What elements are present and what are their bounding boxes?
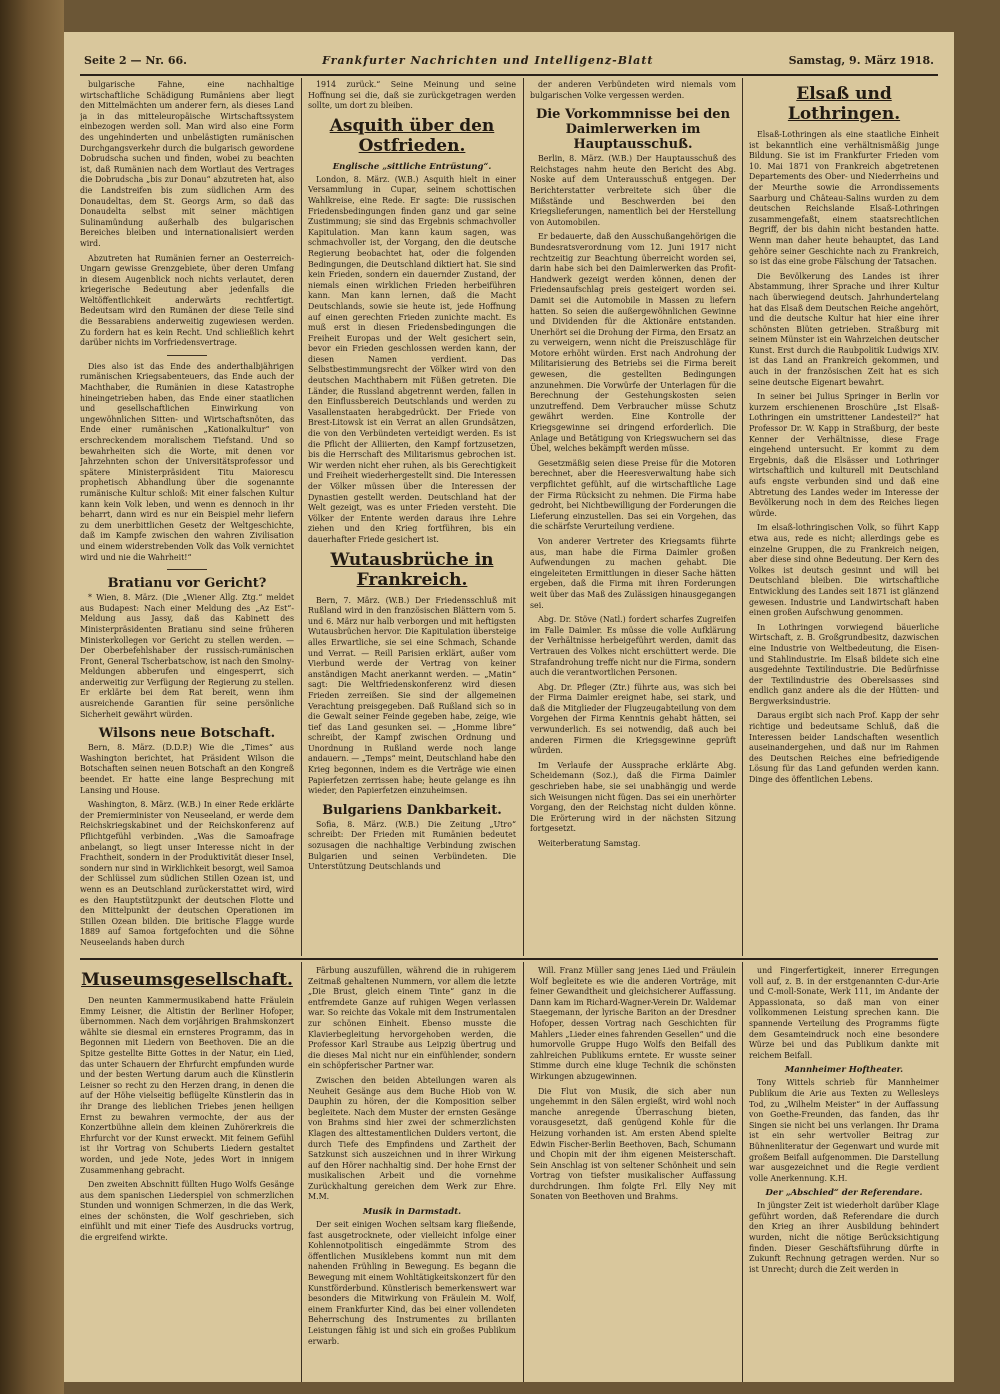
- article-paragraph: Die Bevölkerung des Landes ist ihrer Abstammung, ihrer Sprache und ihrer Kultur nach überwiegend deutsch. Jahrhundertelang hat das Elsaß dem Deutschen Reiche angehört, und die deutsche Kultur hat hier eine ihrer schönsten Blüten getrieben. Straßburg mit seinem Münster ist ein Wahrzeichen deutscher Kunst. Erst durch die Raubpolitik Ludwigs XIV. ist das Land an Frankreich gekommen, und auch in der französischen Zeit hat es sich seine deutsche Eigenart bewahrt.: [749, 271, 939, 387]
- article-paragraph: Berlin, 8. März. (W.B.) Der Hauptausschuß des Reichstages nahm heute den Bericht des Abg. Noske auf dem Unterausschuß entgegen. Der Berichterstatter verbreitete sich über die Mißstände und Beschwerden bei den Kriegslieferungen, namentlich bei der Herstellung von Automobilen.: [530, 154, 736, 227]
- separator: [167, 355, 207, 356]
- article-paragraph: In jüngster Zeit ist wiederholt darüber Klage geführt worden, daß Referendare die durch den Krieg an ihrer Ausbildung behindert wurden, nicht die nötige Berücksichtigung finden. Dieser Geschäftsführung dürfte in Zukunft Rechnung getragen werden. Nur so ist Unrecht; durch die Zeit werden in: [749, 1201, 939, 1274]
- article-paragraph: Washington, 8. März. (W.B.) In einer Rede erklärte der Premierminister von Neuseeland, er werde dem Reichskriegskabinet und der Reichskonferenz auf Pflichtgefühl verbinden. „Was die Samoafrage anbelangt, so liegt unser Interesse nicht in der Frachtheit, sondern in der Produktivität dieser Insel, sondern nur sind in Wirklichkeit besorgt, weil Samoa der Schlüssel zum südlichen Stillen Ozean ist, und wenn es an Deutschland zurückerstattet wird, wird es den Hauptstützpunkt der deutschen Flotte und den Mittelpunkt der deutschen Operationen im Stillen Ozean bilden. Die britische Flagge wurde 1889 auf Samoa fortgefochten und die Söhne Neuseelands haben durch: [80, 800, 294, 947]
- feuilleton-column-1: [80, 966, 294, 1378]
- headline-asquith: Asquith über den Ostfrieden.: [329, 115, 495, 156]
- article-paragraph: und Fingerfertigkeit, innerer Erregungen voll auf, z. B. in der erstgenannten C-dur-Arie und C-moll-Sonate, Werk 111, im Andante der Appassionata, so daß man von einer vollkommenen Leistung sprechen kann. Die spannende Verteilung des Programms fügte dem Gesamteindruck noch eine besondere Würze bei und das Publikum dankte mit reichem Beifall.: [749, 966, 939, 1060]
- article-paragraph: Den neunten Kammermusikabend hatte Fräulein Emmy Leisner, die Altistin der Berliner Hofoper, übernommen. Nach dem vorjährigen Brahmskonzert wählte sie diesmal ein ernsteres Programm, das in Begonnen mit Liedern von Beethoven. Die an die Spitze gestellte Bitte Gottes in der Natur, ein Lied, das unter Schauern der Ehrfurcht empfunden wurde und der besten Wertung darum auch die Künstlerin Leisner so recht zu den Herzen drang, in denen die auf der Höhe vielseitig beflügelte Künstlerin das in ihr Drange des lieblichen Triebes jenen heiligen Ernst zu bewahren vermochte, der aus der Konzertbühne allein dem kleinen Zuhörerkreis die Ehrfurcht vor der Kunst erweckt. Mit feinem Gefühl ist ihr Vortrag von Schuberts Liedern gestaltet worden, und jede Note, jedes Wort in innigem Zusammenhang gebracht.: [80, 996, 294, 1175]
- article-paragraph: In seiner bei Julius Springer in Berlin vor kurzem erschienenen Broschüre „Ist Elsaß-Lothringen ein umstrittener Landesteil?“ hat Professor Dr. W. Kapp in Straßburg, der beste Kenner der Verhältnisse, diese Frage eingehend untersucht. Er kommt zu dem Ergebnis, daß die Elsässer und Lothringer wirtschaftlich und kulturell mit Deutschland aufs engste verbunden sind und daß eine Abtretung des Landes weder im Interesse der Bevölkerung noch in dem des Reiches liegen würde.: [749, 392, 939, 518]
- article-paragraph: Im Verlaufe der Aussprache erklärte Abg. Scheidemann (Soz.), daß die Firma Daimler geschrieben habe, sie sei unabhängig und werde sich Weisungen nicht fügen. Das sei ein unerhörter Vorgang, den der Reichstag nicht dulden könne. Die Erörterung wird in der nächsten Sitzung fortgesetzt.: [530, 760, 736, 834]
- column-divider: [301, 78, 302, 956]
- section-rule: [80, 958, 938, 960]
- article-paragraph: Elsaß-Lothringen als eine staatliche Einheit ist bekanntlich eine verhältnismäßig junge Bildung. Sie ist im Frankfurter Frieden vom 10. Mai 1871 von Frankreich abgetretenen Departements des Ober- und Niederrheins und der Meurthe sowie die Arrondissements Saarburg und Château-Salins wurden zu dem deutschen Reichslande Elsaß-Lothringen zusammengefaßt, einem staatsrechtlichen Begriff, der bis dahin nicht bestanden hatte. Wenn man daher heute behauptet, das Land gehöre seiner Geschichte nach zu Frankreich, so ist das eine grobe Fälschung der Tatsachen.: [749, 130, 939, 267]
- article-paragraph: 1914 zurück.“ Seine Meinung und seine Hoffnung sei die, daß sie zurückgetragen werden sollte, um dort zu bleiben.: [308, 80, 516, 111]
- headline-elsass: Elsaß und Lothringen.: [787, 84, 901, 124]
- article-paragraph: Sofia, 8. März. (W.B.) Die Zeitung „Utro“ schreibt: Der Frieden mit Rumänien bedeutet sozusagen die nachhaltige Verbindung zwischen Bulgarien und seinen Verbündeten. Die Unterstützung Deutschlands und: [308, 819, 516, 872]
- page-header: [84, 50, 934, 70]
- article-paragraph: Färbung auszufüllen, während die in ruhigerem Zeitmaß gehaltenen Nummern, vor allem die letzte „Die Brust, gleich einem Tinte“ ganz in die entfremdete Ganze auf ruhigen Wegen verlassen war. So reichte das Vokale mit dem Instrumentalen zur schönen Einheit. Ebenso musste die Klavierbegleitung hervorgehoben werden, die Professor Karl Straube aus Leipzig übertrug und die dieses Mal nicht nur ein einfühlender, sondern ein schöpferischer Partner war.: [308, 966, 516, 1071]
- headline-museumsgesellschaft: Museumsgesellschaft.: [81, 970, 293, 990]
- article-paragraph: Im elsaß-lothringischen Volk, so führt Kapp etwa aus, rede es nicht; allerdings gebe es einzelne Gruppen, die zu Frankreich neigen, aber diese sind ohne Bedeutung. Der Kern des Volkes ist deutsch gesinnt und will bei Deutschland bleiben. Die wirtschaftliche Entwicklung des Landes seit 1871 ist glänzend gewesen. Industrie und Landwirtschaft haben einen großen Aufschwung genommen.: [749, 523, 939, 618]
- page-number: Seite 2 — Nr. 66.: [84, 53, 187, 67]
- article-paragraph: Abg. Dr. Pfleger (Ztr.) führte aus, was sich bei der Firma Daimler ereignet habe, sei stark, und daß die Mitglieder der Flugzeugabteilung von dem Vorgehen der Firma Kenntnis gehabt hätten, sei verwunderlich. Es sei notwendig, daß auch bei anderen Firmen die Kriegsgewinne geprüft würden.: [530, 682, 736, 756]
- separator: [167, 569, 207, 570]
- article-paragraph: In Lothringen vorwiegend bäuerliche Wirtschaft, z. B. Großgrundbesitz, dazwischen eine Industrie von Weltbedeutung, die Eisen- und Stahlindustrie. Im Elsaß bildete sich eine ausgedehnte Textilindustrie. Die Bedürfnisse der Textilindustrie des Oberelsasses sind endlich ganz andere als die der Hütten- und Bergwerksindustrie.: [749, 622, 939, 706]
- article-paragraph: bulgarische Fahne, eine nachhaltige wirtschaftliche Schädigung Rumäniens aber liegt den Mittelmächten um anderer fern, als dieses Land ja in das mitteleuropäische Wirtschaftssystem einbezogen werden soll. Man wird also eine Form des ungehinderten und unbelästigten rumänischen Durchgangsverkehr durch die bulgarisch gewordene Dobrudscha suchen und finden, wobei zu beachten ist, daß Rumänien nach dem Wortlaut des Vertrages die Dobrudscha „bis zur Donau“ abzutreten hat, also die Landstreifen bis zum südlichen Arm des Donaudeltas, dem St. Georgs Arm, so daß das Donaudelta selbst mit seiner mächtigen Sulinamündung außerhalb des bulgarischen Bereiches bleiben und internationalisiert werden wird.: [80, 80, 294, 248]
- headline-bulgarien: Bulgariens Dankbarkeit.: [322, 802, 502, 818]
- issue-date: Samstag, 9. März 1918.: [788, 53, 934, 67]
- column-1: [80, 80, 294, 954]
- headline-daimler: Die Vorkommnisse bei den Daimlerwerken im Hauptausschuß.: [535, 107, 731, 153]
- headline-wilson: Wilsons neue Botschaft.: [98, 726, 276, 742]
- article-paragraph: Bern, 8. März. (D.D.P.) Wie die „Times“ aus Washington berichtet, hat Präsident Wilson die Botschaften seinen neuen Botschaft an den Kongreß beendet. Er hatte eine lange Besprechung mit Lansing und House.: [80, 743, 294, 795]
- article-paragraph: Abzutreten hat Rumänien ferner an Oesterreich-Ungarn gewisse Grenzgebiete, über deren Umfang in diesem Augenblick noch nichts verlautet, deren kriegerische Bedeutung aber jedenfalls die Weltöffentlichkeit anderwärts rechtfertigt. Bedeutsam wird den Rumänen der diese Teile sind die Bessarabiens anderweitig zugewiesen werden. Zu fordern hat es kein Recht. Und schließlich kehrt darüber nichts im Vorfriedensvertrage.: [80, 253, 294, 348]
- column-3: [530, 80, 736, 954]
- header-rule: [80, 74, 938, 76]
- article-paragraph: Tony Wittels schrieb für Mannheimer Publikum die Arie aus Texten zu Wellesleys Tod, zu „Wilhelm Meister“ in der Auffassung von Goethe-Freunden, das fanden, das ihr Singen sie nicht bei uns verlangen. Ihr Drama ist ein sehr wertvoller Beitrag zur Bühnenliteratur der Gegenwart und wurde mit großem Beifall aufgenommen. Die Darstellung war ausgezeichnet und die Regie verdient volle Anerkennung. K.H.: [749, 1078, 939, 1183]
- article-paragraph: Zwischen den beiden Abteilungen waren als Neuheit Gesänge aus dem Buche Hiob von W. Dauphin zu hören, der die Komposition selber begleitete. Nach dem Muster der ernsten Gesänge von Brahms sind hier zwei der schmerzlichsten Klagen des alttestamentlichen Dulders vertont, die durch Tiefe des Empfindens und Zartheit der Satzkunst sich auszeichnen und in ihrer Wirkung auf den Hörer nachhaltig sind. Der hohe Ernst der musikalischen Arbeit und die vornehme Zurückhaltung gereichen dem Werk zur Ehre. M.M.: [308, 1075, 516, 1202]
- article-paragraph: Weiterberatung Samstag.: [538, 839, 641, 848]
- subheadline-darmstadt: Musik in Darmstadt.: [362, 1207, 462, 1218]
- column-divider: [523, 78, 524, 956]
- article-paragraph: Dies also ist das Ende des anderthalbjährigen rumänischen Kriegsabenteuers, das Ende auch der Machthaber, die Rumänien in diese Katastrophe hineingetrieben haben, das Ende einer staatlichen und gesellschaftlichen Einwirkung von ungewöhnlichen Sitten- und Wirtschaftsnöten, das Ende einer rumänischen „Kationalkultur“ von erschreckendem moralischem Tiefstand. Und so bewahrheiten sich die Worte, mit denen vor Jahrzehnten schon der Universitätsprofessor und spätere Ministerpräsident Titu Maiorescu prophetisch Abhandlung über die sogenannte rumänische Kultur schloß: Mit einer falschen Kultur kann kein Volk leben, und wenn es dennoch in ihr beharrt, dann wird es nur ein Beispiel mehr liefern zu dem unerbittlichen Gesetz der Weltgeschichte, daß im Kampfe zwischen den wahren Zivilisation und einem widerstrebenden Volk das Volk vernichtet wird und nie die Wahrheit!“: [80, 361, 294, 562]
- article-paragraph: Der seit einigen Wochen seltsam karg fließende, fast ausgetrocknete, oder vielleicht infolge einer Kohlennotpolitisch eingedämmte Strom des öffentlichen Musiklebens kommt nun mit dem nahenden Frühling in Bewegung. Es begann die Bewegung mit einem Wohltätigkeitskonzert für den Kunstförderbund. Künstlerisch bemerkenswert war besonders die Mitwirkung von Fräulein M. Wolf, einem Frankfurter Kind, das bei einer vollendeten Beherrschung des Instrumentes zu brillanten Leistungen fähig ist und sich ein großes Publikum erwarb.: [308, 1220, 516, 1346]
- article-paragraph: der anderen Verbündeten wird niemals vom bulgarischen Volke vergessen werden.: [530, 80, 736, 100]
- article-paragraph: London, 8. März. (W.B.) Asquith hielt in einer Versammlung in Cupar, seinem schottischen Wahlkreise, eine Rede. Er sagte: Die russischen Friedensbedingungen finden ganz und gar seine Zustimmung; sie sind das Ergebnis schmachvoller Kapitulation. Man kann kaum sagen, was schmachvoller ist, der Vorgang, den die deutsche Regierung beobachtet hat, oder die folgenden Bedingungen, die Deutschland diktiert hat. Sie sind kein Frieden, sondern ein dauernder Zustand, der niemals einen wirklichen Frieden herbeiführen kann. Man kann lernen, daß die Macht Deutschlands, sowie sie heute ist, jede Hoffnung auf einen gerechten Frieden zunichte macht. Es muß erst in diesen Friedensbedingungen die Freiheit Europas und der Welt gesichert sein, bevor ein Frieden geschlossen werden kann, der diesen Namen verdient. Das Selbstbestimmungsrecht der Völker wird von den deutschen Machthabern mit Füßen getreten. Die Länder, die Russland abgetrennt werden, fallen in den Einflussbereich Deutschlands und werden zu Vasallenstaaten herabgedrückt. Der Friede von Brest-Litowsk ist ein Verrat an allen Grundsätzen, die von den Verbündeten verteidigt werden. Es ist die Pflicht der Alliierten, den Kampf fortzusetzen, bis die Herrschaft des Militarismus gebrochen ist. Wir werden nicht eher ruhen, als bis Gerechtigkeit und Freiheit wiederhergestellt sind. Die Interessen der Völker müssen über die Interessen der Dynastien gestellt werden. Deutschland hat der Welt gezeigt, was es unter Frieden versteht. Die Völker der Entente werden daraus ihre Lehre ziehen und den Krieg fortführen, bis ein dauerhafter Friede gesichert ist.: [308, 174, 516, 544]
- feuilleton-column-2: [308, 966, 516, 1378]
- subheadline: Englische „sittliche Entrüstung“.: [332, 161, 492, 172]
- feuilleton-column-4: [749, 966, 939, 1378]
- article-paragraph: Abg. Dr. Stöve (Natl.) fordert scharfes Zugreifen im Falle Daimler. Es müsse die volle Aufklärung der Verhältnisse herbeigeführt werden, damit das Vertrauen des Volkes nicht erschüttert werde. Die Strafandrohung treffe nicht nur die Firma, sondern auch die verantwortlichen Personen.: [530, 615, 736, 678]
- column-divider: [301, 962, 302, 1382]
- headline-wutausbrueche: Wutausbrüche in Frankreich.: [330, 549, 494, 590]
- article-paragraph: Die Flut von Musik, die sich aber nun ungehemmt in den Sälen ergießt, wird wohl noch manche anregende Überraschung bieten, vorausgesetzt, daß genügend Kohle für die Heizung vorhanden ist. Am ersten Abend spielte Edwin Fischer-Berlin Beethoven, Bach, Schumann und Chopin mit der ihm eigenen Meisterschaft. Sein Anschlag ist von seltener Schönheit und sein Vortrag von tiefster musikalischer Auffassung durchdrungen. Ihm folgte Frl. Elly Ney mit Sonaten von Beethoven und Brahms.: [530, 1086, 736, 1202]
- article-paragraph: Von anderer Vertreter des Kriegsamts führte aus, man habe die Firma Daimler großen Aufwendungen zu machen gehabt. Die eingeleiteten Ermittlungen in dieser Sache hätten ergeben, daß die Firma mit ihren Forderungen weit über das Maß des Zulässigen hinausgegangen sei.: [530, 536, 736, 610]
- article-paragraph: Bern, 7. März. (W.B.) Der Friedensschluß mit Rußland wird in den französischen Blättern vom 5. und 6. März nur halb verborgen und mit heftigsten Wutausbrüchen hervor. Die Kapitulation übersteige alles Erwartliche, sie sei eine Schmach, Schande und Verrat. — Reill Parisien erklärt, außer vom Vierbund werde der Vertrag von keiner anständigen Macht anerkannt werden. — „Matin“ sagt: Die Weltfriedenskonferenz wird diesen Frieden zerreißen. Sie sind der allgemeinen Verachtung preisgegeben. Daß Rußland sich so in die Gewalt seiner Feinde gegeben habe, zeige, wie tief das Land gesunken sei. — „Homme libre“ schreibt, der Kampf zwischen Ordnung und Unordnung in Rußland werde noch lange andauern. — „Temps“ meint, Deutschland habe den Krieg begonnen, indem es die Verträge wie einen Papierfetzen zerrissen habe; heute gelange es ihn wieder, den Papierfetzen einzuheimsen.: [308, 595, 516, 796]
- masthead: Frankfurter Nachrichten und Intelligenz-Blatt: [322, 53, 654, 67]
- article-paragraph: Gesetzmäßig seien diese Preise für die Motoren berechnet, aber die Heeresverwaltung habe sich verpflichtet gefühlt, auf die wirtschaftliche Lage der Firma Rücksicht zu nehmen. Die Firma habe gedroht, bei Nichtbewilligung der Forderungen die Lieferung einzustellen. Das sei ein Vorgehen, das die schärfste Verurteilung verdiene.: [530, 458, 736, 532]
- article-paragraph: Daraus ergibt sich nach Prof. Kapp der sehr richtige und bedeutsame Schluß, daß die Interessen beider Landschaften wesentlich auseinandergehen, und daß nur im Rahmen des Deutschen Reiches eine befriedigende Lösung für das Land gefunden werden kann. Dinge des öffentlichen Lebens.: [749, 711, 939, 785]
- subheadline-mannheim: Mannheimer Hoftheater.: [784, 1065, 904, 1076]
- article-paragraph: Er bedauerte, daß den Ausschußangehörigen die Bundesratsverordnung vom 12. Juni 1917 nicht rechtzeitig zur Beachtung überreicht worden sei, darin habe sich bei den Daimlerwerken das Profit-Handwerk gezeigt werden können, denen der Friedensaufschlag preis gesteigert worden sei. Damit sei die Automobile in Massen zu liefern hatten. So seien die außergewöhnlichen Gewinne und Dividenden für die Aktionäre entstanden. Unerhört sei die Drohung der Firma, den Ersatz an zu verweigern, wenn nicht die Preiszuschläge für Motore erhöht würden. Erst nach Androhung der Militarisierung des Betriebs sei die Firma bereit gewesen, die gestellten Bedingungen anzunehmen. Die Vorwürfe der Unterlagen für die Berechnung der Gestehungskosten seien unzutreffend. Dem Verbraucher müsse Schutz gewährt werden. Eine Kontrolle der Kriegsgewinne sei dringend erforderlich. Die Anlage und Betätigung von Kriegswuchern sei das Übel, welches bekämpft werden müsse.: [530, 232, 736, 454]
- article-paragraph: Will. Franz Müller sang jenes Lied und Fräulein Wolf begleitete es wie die anderen Vorträge, mit feiner Gewandtheit und gleichsicherer Auffassung. Dann kam im Richard-Wagner-Verein Dr. Waldemar Staegemann, der lyrische Bariton an der Dresdner Hofoper, dessen Vortrag nach Geschichten für Mahlers „Lieder eines fahrenden Gesellen“ und die humorvolle Gruppe Hugo Wolfs den Beifall des zahlreichen Publikums erntete. Er wusste seiner Stimme durch eine kluge Technik die schönsten Wirkungen abzugewinnen.: [530, 966, 736, 1081]
- subheadline-referendare: Der „Abschied“ der Referendare.: [765, 1188, 923, 1199]
- article-paragraph: * Wien, 8. März. (Die „Wiener Allg. Ztg.“ meldet aus Budapest: Nach einer Meldung des „Az Est“-Meldung aus Jassy, daß das Kabinett des Ministerpräsidenten Bratianu sind seine früheren Ministerkollegen vor Gericht zu stellen werden. — Der Oberbefehlshaber der russisch-rumänischen Front, General Tscherbatschow, ist nach den Smolny-Meldungen abberufen und eingesperrt, sich anderweitig zur Verfügung der Regierung zu stellen. Er erklärte bei dem Rat bereit, wenn ihm ausreichende Garantien für seine persönliche Sicherheit gewährt würden.: [80, 593, 294, 719]
- column-2: [308, 80, 516, 954]
- column-divider: [742, 962, 743, 1382]
- column-divider: [523, 962, 524, 1382]
- headline-bratianu: Bratianu vor Gericht?: [107, 576, 267, 592]
- column-4: [749, 80, 939, 954]
- newspaper-page: [64, 32, 954, 1382]
- article-paragraph: Den zweiten Abschnitt füllten Hugo Wolfs Gesänge aus dem spanischen Liederspiel von schmerzlichen Stunden und wonnigen Schmerzen, in die das Werk, eines der schönsten, die Wolf geschrieben, sich einfühlt und mit einer Tiefe des Ausdrucks vortrug, die ergreifend wirkte.: [80, 1180, 294, 1243]
- feuilleton-column-3: [530, 966, 736, 1378]
- column-divider: [742, 78, 743, 956]
- book-binding: [0, 0, 64, 1394]
